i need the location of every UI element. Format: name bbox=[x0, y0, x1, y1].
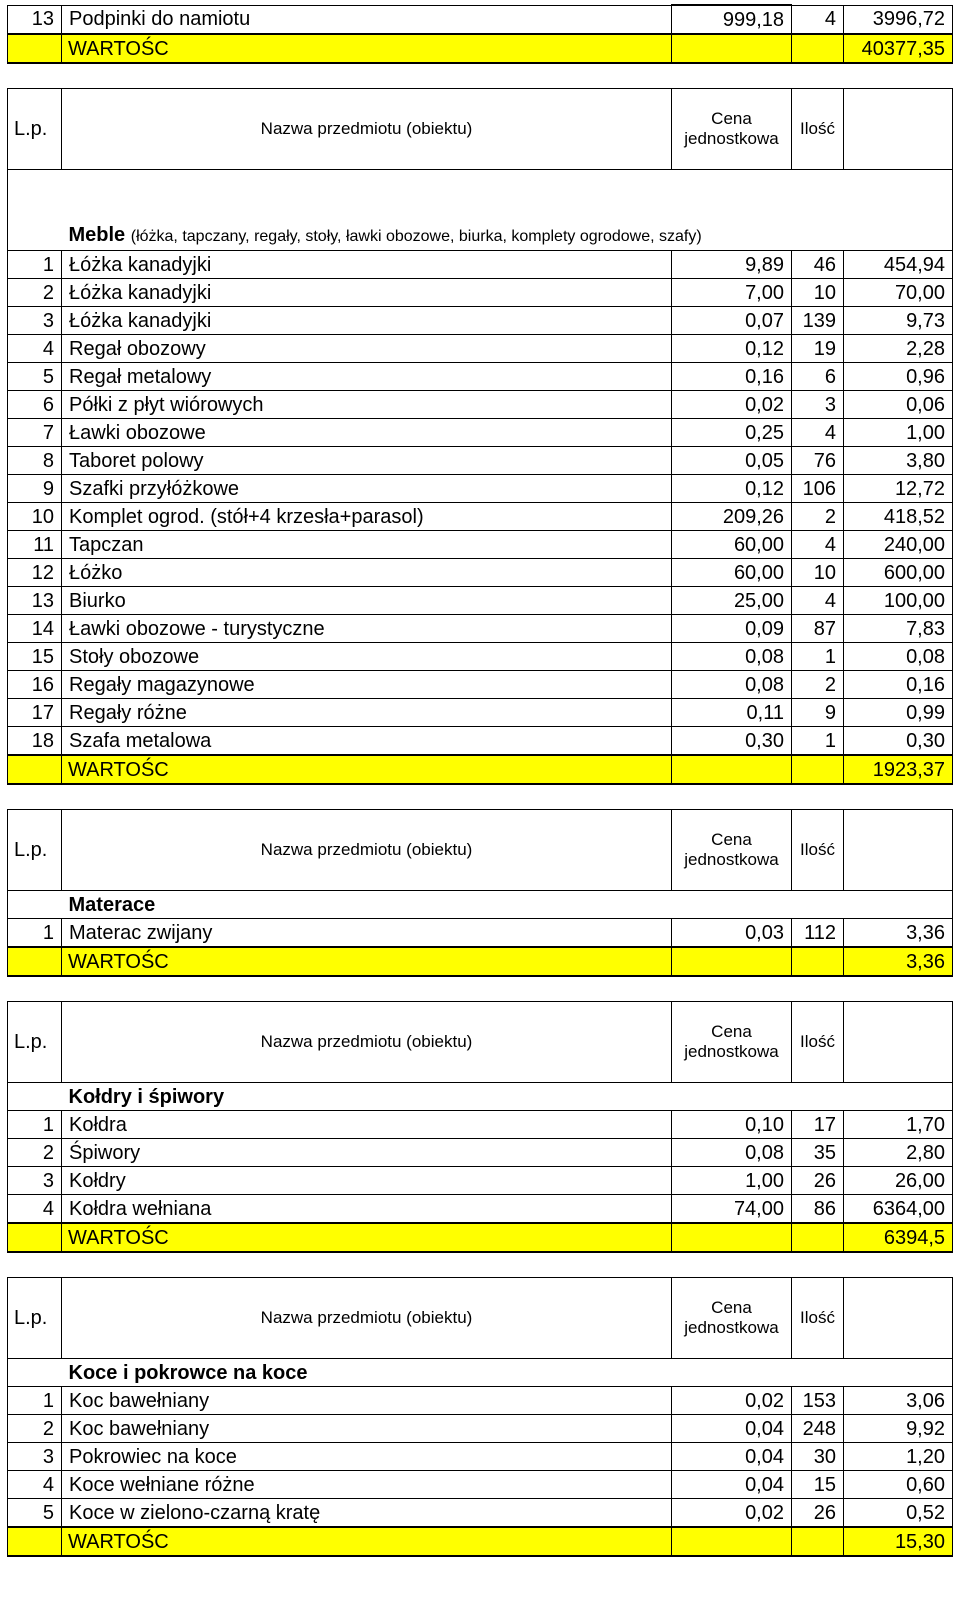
total-label: WARTOŚC bbox=[62, 947, 672, 976]
row-value: 70,00 bbox=[844, 279, 953, 307]
header-lp: L.p. bbox=[8, 810, 62, 891]
total-label: WARTOŚC bbox=[62, 1527, 672, 1556]
row-name: Biurko bbox=[62, 587, 672, 615]
row-lp: 6 bbox=[8, 391, 62, 419]
header-name: Nazwa przedmiotu (obiektu) bbox=[62, 89, 672, 170]
header-price: Cena jednostkowa bbox=[672, 810, 792, 891]
row-lp: 18 bbox=[8, 727, 62, 756]
row-name: Szafa metalowa bbox=[62, 727, 672, 756]
total-value: 6394,5 bbox=[844, 1223, 953, 1252]
header-lp: L.p. bbox=[8, 89, 62, 170]
row-price: 0,02 bbox=[672, 391, 792, 419]
row-name: Regały magazynowe bbox=[62, 671, 672, 699]
row-name: Łóżka kanadyjki bbox=[62, 279, 672, 307]
row-lp: 13 bbox=[8, 587, 62, 615]
row-qty: 248 bbox=[792, 1415, 844, 1443]
row-value: 454,94 bbox=[844, 251, 953, 279]
row-value: 3,36 bbox=[844, 919, 953, 948]
row-qty: 35 bbox=[792, 1139, 844, 1167]
row-lp: 12 bbox=[8, 559, 62, 587]
row-price: 0,08 bbox=[672, 671, 792, 699]
header-qty: Ilość bbox=[792, 810, 844, 891]
header-row bbox=[8, 810, 953, 891]
row-value: 0,60 bbox=[844, 1471, 953, 1499]
table-row bbox=[8, 251, 953, 279]
row-name: Koce wełniane różne bbox=[62, 1471, 672, 1499]
row-price: 60,00 bbox=[672, 531, 792, 559]
row-price: 9,89 bbox=[672, 251, 792, 279]
row-price: 0,03 bbox=[672, 919, 792, 948]
row-lp: 1 bbox=[8, 919, 62, 948]
header-name: Nazwa przedmiotu (obiektu) bbox=[62, 1002, 672, 1083]
row-qty: 106 bbox=[792, 475, 844, 503]
row-lp: 3 bbox=[8, 307, 62, 335]
row-lp: 4 bbox=[8, 335, 62, 363]
row-price: 0,11 bbox=[672, 699, 792, 727]
row-lp: 10 bbox=[8, 503, 62, 531]
row-qty: 10 bbox=[792, 279, 844, 307]
row-value: 6364,00 bbox=[844, 1195, 953, 1224]
row-name: Łóżka kanadyjki bbox=[62, 307, 672, 335]
row-value: 1,20 bbox=[844, 1443, 953, 1471]
row-qty: 19 bbox=[792, 335, 844, 363]
table-row bbox=[8, 391, 953, 419]
row-qty: 26 bbox=[792, 1167, 844, 1195]
total-label: WARTOŚC bbox=[62, 34, 672, 63]
row-name: Stoły obozowe bbox=[62, 643, 672, 671]
row-price: 25,00 bbox=[672, 587, 792, 615]
row-lp: 13 bbox=[8, 5, 62, 34]
row-lp: 2 bbox=[8, 1139, 62, 1167]
row-qty: 4 bbox=[792, 419, 844, 447]
row-price: 0,05 bbox=[672, 447, 792, 475]
table-row bbox=[8, 503, 953, 531]
row-value: 9,92 bbox=[844, 1415, 953, 1443]
row-price: 0,08 bbox=[672, 643, 792, 671]
total-value: 1923,37 bbox=[844, 755, 953, 784]
row-qty: 2 bbox=[792, 503, 844, 531]
row-qty: 26 bbox=[792, 1499, 844, 1528]
header-name: Nazwa przedmiotu (obiektu) bbox=[62, 1278, 672, 1359]
section-table bbox=[7, 88, 953, 785]
row-name: Ławki obozowe - turystyczne bbox=[62, 615, 672, 643]
total-row bbox=[8, 1527, 953, 1556]
header-price: Cena jednostkowa bbox=[672, 89, 792, 170]
row-qty: 4 bbox=[792, 587, 844, 615]
row-lp: 4 bbox=[8, 1471, 62, 1499]
row-qty: 9 bbox=[792, 699, 844, 727]
total-row bbox=[8, 1223, 953, 1252]
total-label: WARTOŚC bbox=[62, 755, 672, 784]
row-name: Taboret polowy bbox=[62, 447, 672, 475]
total-value: 40377,35 bbox=[844, 34, 953, 63]
row-qty: 6 bbox=[792, 363, 844, 391]
row-qty: 46 bbox=[792, 251, 844, 279]
row-lp: 1 bbox=[8, 1111, 62, 1139]
row-price: 1,00 bbox=[672, 1167, 792, 1195]
section-title: Kołdry i śpiwory bbox=[62, 1083, 953, 1111]
row-value: 12,72 bbox=[844, 475, 953, 503]
sections-container bbox=[7, 64, 952, 1557]
total-value: 3,36 bbox=[844, 947, 953, 976]
section-title-row bbox=[8, 891, 953, 919]
section-title: Materace bbox=[62, 891, 953, 919]
total-row bbox=[8, 947, 953, 976]
table-row bbox=[8, 335, 953, 363]
row-lp: 5 bbox=[8, 363, 62, 391]
row-price: 0,02 bbox=[672, 1499, 792, 1528]
table-row bbox=[8, 1415, 953, 1443]
table-row bbox=[8, 447, 953, 475]
table-row bbox=[8, 307, 953, 335]
row-value: 9,73 bbox=[844, 307, 953, 335]
row-name: Tapczan bbox=[62, 531, 672, 559]
table-row bbox=[8, 5, 953, 34]
header-price: Cena jednostkowa bbox=[672, 1002, 792, 1083]
row-value: 7,83 bbox=[844, 615, 953, 643]
row-name: Podpinki do namiotu bbox=[62, 5, 672, 34]
row-name: Regały różne bbox=[62, 699, 672, 727]
row-qty: 139 bbox=[792, 307, 844, 335]
row-name: Śpiwory bbox=[62, 1139, 672, 1167]
row-qty: 2 bbox=[792, 671, 844, 699]
table-row bbox=[8, 1471, 953, 1499]
row-value: 0,30 bbox=[844, 727, 953, 756]
row-qty: 4 bbox=[792, 5, 844, 34]
table-row bbox=[8, 1139, 953, 1167]
row-qty: 87 bbox=[792, 615, 844, 643]
table-row bbox=[8, 1387, 953, 1415]
row-name: Kołdry bbox=[62, 1167, 672, 1195]
table-row bbox=[8, 363, 953, 391]
inventory-document bbox=[7, 4, 952, 1557]
row-value: 0,99 bbox=[844, 699, 953, 727]
row-value: 0,08 bbox=[844, 643, 953, 671]
row-name: Regał metalowy bbox=[62, 363, 672, 391]
header-row bbox=[8, 1278, 953, 1359]
row-lp: 15 bbox=[8, 643, 62, 671]
row-qty: 3 bbox=[792, 391, 844, 419]
row-qty: 4 bbox=[792, 531, 844, 559]
row-value: 3996,72 bbox=[844, 5, 953, 34]
row-price: 0,02 bbox=[672, 1387, 792, 1415]
row-name: Pokrowiec na koce bbox=[62, 1443, 672, 1471]
header-name: Nazwa przedmiotu (obiektu) bbox=[62, 810, 672, 891]
row-qty: 1 bbox=[792, 643, 844, 671]
section-table bbox=[7, 1277, 953, 1557]
total-row bbox=[8, 755, 953, 784]
row-qty: 10 bbox=[792, 559, 844, 587]
header-row bbox=[8, 1002, 953, 1083]
row-lp: 5 bbox=[8, 1499, 62, 1528]
section-title-row bbox=[8, 1359, 953, 1387]
row-value: 2,80 bbox=[844, 1139, 953, 1167]
table-row bbox=[8, 727, 953, 756]
row-name: Materac zwijany bbox=[62, 919, 672, 948]
row-value: 3,80 bbox=[844, 447, 953, 475]
row-price: 0,04 bbox=[672, 1443, 792, 1471]
top-table bbox=[7, 4, 953, 64]
table-row bbox=[8, 559, 953, 587]
section-title: Meble (łóżka, tapczany, regały, stoły, ławki obozowe, biurka, komplety ogrodowe, szafy) bbox=[62, 170, 953, 251]
row-value: 240,00 bbox=[844, 531, 953, 559]
section-title-row bbox=[8, 1083, 953, 1111]
row-value: 0,96 bbox=[844, 363, 953, 391]
row-name: Ławki obozowe bbox=[62, 419, 672, 447]
row-price: 0,07 bbox=[672, 307, 792, 335]
row-name: Koce w zielono-czarną kratę bbox=[62, 1499, 672, 1528]
header-qty: Ilość bbox=[792, 1278, 844, 1359]
row-name: Kołdra bbox=[62, 1111, 672, 1139]
row-price: 74,00 bbox=[672, 1195, 792, 1224]
row-name: Łóżka kanadyjki bbox=[62, 251, 672, 279]
row-name: Koc bawełniany bbox=[62, 1415, 672, 1443]
row-price: 209,26 bbox=[672, 503, 792, 531]
table-row bbox=[8, 1195, 953, 1224]
row-value: 0,06 bbox=[844, 391, 953, 419]
row-qty: 153 bbox=[792, 1387, 844, 1415]
table-row bbox=[8, 279, 953, 307]
section-title: Koce i pokrowce na koce bbox=[62, 1359, 953, 1387]
row-price: 0,16 bbox=[672, 363, 792, 391]
row-lp: 8 bbox=[8, 447, 62, 475]
table-row bbox=[8, 1443, 953, 1471]
table-row bbox=[8, 643, 953, 671]
total-row bbox=[8, 34, 953, 63]
row-qty: 15 bbox=[792, 1471, 844, 1499]
row-price: 0,09 bbox=[672, 615, 792, 643]
row-lp: 4 bbox=[8, 1195, 62, 1224]
header-qty: Ilość bbox=[792, 89, 844, 170]
row-lp: 1 bbox=[8, 1387, 62, 1415]
row-price: 0,25 bbox=[672, 419, 792, 447]
row-price: 0,10 bbox=[672, 1111, 792, 1139]
row-name: Kołdra wełniana bbox=[62, 1195, 672, 1224]
table-row bbox=[8, 1111, 953, 1139]
row-price: 60,00 bbox=[672, 559, 792, 587]
header-price: Cena jednostkowa bbox=[672, 1278, 792, 1359]
section-subtitle: (łóżka, tapczany, regały, stoły, ławki obozowe, biurka, komplety ogrodowe, szafy) bbox=[130, 228, 702, 245]
row-name: Łóżko bbox=[62, 559, 672, 587]
row-lp: 2 bbox=[8, 279, 62, 307]
row-name: Regał obozowy bbox=[62, 335, 672, 363]
row-value: 3,06 bbox=[844, 1387, 953, 1415]
table-row bbox=[8, 671, 953, 699]
row-lp: 3 bbox=[8, 1167, 62, 1195]
section-table bbox=[7, 809, 953, 977]
row-name: Komplet ogrod. (stół+4 krzesła+parasol) bbox=[62, 503, 672, 531]
row-name: Koc bawełniany bbox=[62, 1387, 672, 1415]
row-value: 0,52 bbox=[844, 1499, 953, 1528]
header-qty: Ilość bbox=[792, 1002, 844, 1083]
table-row bbox=[8, 919, 953, 948]
row-name: Szafki przyłóżkowe bbox=[62, 475, 672, 503]
row-value: 0,16 bbox=[844, 671, 953, 699]
table-row bbox=[8, 615, 953, 643]
table-row bbox=[8, 419, 953, 447]
row-lp: 7 bbox=[8, 419, 62, 447]
header-row bbox=[8, 89, 953, 170]
row-value: 600,00 bbox=[844, 559, 953, 587]
header-lp: L.p. bbox=[8, 1002, 62, 1083]
row-lp: 2 bbox=[8, 1415, 62, 1443]
row-value: 100,00 bbox=[844, 587, 953, 615]
row-lp: 11 bbox=[8, 531, 62, 559]
row-lp: 14 bbox=[8, 615, 62, 643]
row-price: 7,00 bbox=[672, 279, 792, 307]
row-lp: 9 bbox=[8, 475, 62, 503]
row-lp: 3 bbox=[8, 1443, 62, 1471]
row-lp: 16 bbox=[8, 671, 62, 699]
row-price: 0,30 bbox=[672, 727, 792, 756]
row-price: 0,04 bbox=[672, 1415, 792, 1443]
header-lp: L.p. bbox=[8, 1278, 62, 1359]
row-value: 1,00 bbox=[844, 419, 953, 447]
table-row bbox=[8, 1167, 953, 1195]
row-price: 0,12 bbox=[672, 335, 792, 363]
row-price: 0,12 bbox=[672, 475, 792, 503]
row-value: 1,70 bbox=[844, 1111, 953, 1139]
row-value: 2,28 bbox=[844, 335, 953, 363]
total-value: 15,30 bbox=[844, 1527, 953, 1556]
row-name: Półki z płyt wiórowych bbox=[62, 391, 672, 419]
section-title-row bbox=[8, 170, 953, 251]
row-qty: 76 bbox=[792, 447, 844, 475]
table-row bbox=[8, 1499, 953, 1528]
row-qty: 30 bbox=[792, 1443, 844, 1471]
table-row bbox=[8, 475, 953, 503]
row-price: 0,08 bbox=[672, 1139, 792, 1167]
row-qty: 1 bbox=[792, 727, 844, 756]
row-price: 999,18 bbox=[672, 5, 792, 34]
row-lp: 1 bbox=[8, 251, 62, 279]
row-value: 418,52 bbox=[844, 503, 953, 531]
table-row bbox=[8, 531, 953, 559]
table-row bbox=[8, 587, 953, 615]
table-row bbox=[8, 699, 953, 727]
row-qty: 86 bbox=[792, 1195, 844, 1224]
total-label: WARTOŚC bbox=[62, 1223, 672, 1252]
row-price: 0,04 bbox=[672, 1471, 792, 1499]
row-qty: 17 bbox=[792, 1111, 844, 1139]
row-lp: 17 bbox=[8, 699, 62, 727]
row-qty: 112 bbox=[792, 919, 844, 948]
section-table bbox=[7, 1001, 953, 1253]
row-value: 26,00 bbox=[844, 1167, 953, 1195]
